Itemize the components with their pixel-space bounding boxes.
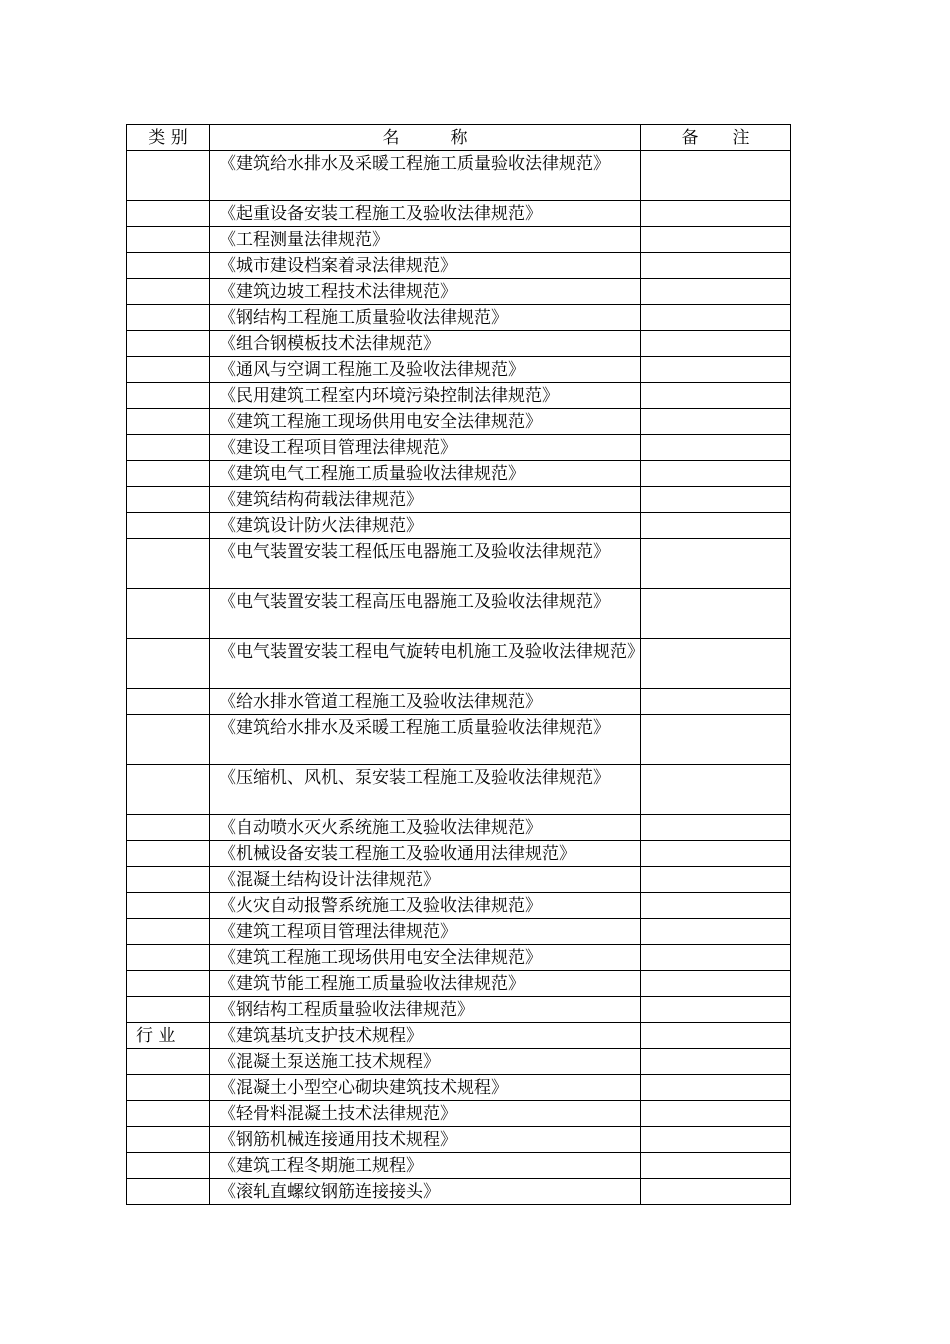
table-row — [127, 815, 791, 841]
table-row — [127, 867, 791, 893]
category-cell — [127, 893, 210, 919]
category-cell — [127, 227, 210, 253]
table-row — [127, 513, 791, 539]
standard-name-cell: 《建筑结构荷载法律规范》 — [210, 487, 641, 513]
header-category: 类 别 — [127, 125, 210, 151]
standard-name-cell: 《混凝土结构设计法律规范》 — [210, 867, 641, 893]
table-row — [127, 1179, 791, 1205]
standard-name-cell: 《给水排水管道工程施工及验收法律规范》 — [210, 689, 641, 715]
category-cell — [127, 589, 210, 639]
category-cell — [127, 305, 210, 331]
category-cell — [127, 815, 210, 841]
table-row — [127, 1153, 791, 1179]
standard-name-cell: 《钢结构工程质量验收法律规范》 — [210, 997, 641, 1023]
standard-name-cell: 《混凝土小型空心砌块建筑技术规程》 — [210, 1075, 641, 1101]
category-cell — [127, 253, 210, 279]
table-row — [127, 305, 791, 331]
remark-cell — [641, 1075, 791, 1101]
category-cell — [127, 867, 210, 893]
table-row — [127, 689, 791, 715]
category-cell: 行 业 — [127, 1023, 210, 1049]
category-cell — [127, 357, 210, 383]
table-row — [127, 715, 791, 765]
category-cell — [127, 539, 210, 589]
category-cell — [127, 1179, 210, 1205]
table-row — [127, 461, 791, 487]
standard-name-cell: 《火灾自动报警系统施工及验收法律规范》 — [210, 893, 641, 919]
category-cell — [127, 331, 210, 357]
standard-name-cell: 《建筑基坑支护技术规程》 — [210, 1023, 641, 1049]
remark-cell — [641, 151, 791, 201]
remark-cell — [641, 945, 791, 971]
remark-cell — [641, 383, 791, 409]
remark-cell — [641, 715, 791, 765]
header-name: 名 称 — [210, 125, 641, 151]
standard-name-cell: 《压缩机、风机、泵安装工程施工及验收法律规范》 — [210, 765, 641, 815]
standard-name-cell: 《工程测量法律规范》 — [210, 227, 641, 253]
table-row — [127, 919, 791, 945]
table-row — [127, 435, 791, 461]
standard-name-cell: 《电气装置安装工程高压电器施工及验收法律规范》 — [210, 589, 641, 639]
table-row — [127, 1049, 791, 1075]
remark-cell — [641, 971, 791, 997]
table-row — [127, 1023, 791, 1049]
table-row — [127, 409, 791, 435]
remark-cell — [641, 639, 791, 689]
category-cell — [127, 201, 210, 227]
category-cell — [127, 765, 210, 815]
table-row — [127, 1075, 791, 1101]
remark-cell — [641, 253, 791, 279]
remark-cell — [641, 227, 791, 253]
category-cell — [127, 1075, 210, 1101]
standard-name-cell: 《建筑给水排水及采暖工程施工质量验收法律规范》 — [210, 715, 641, 765]
remark-cell — [641, 1153, 791, 1179]
category-cell — [127, 971, 210, 997]
table-row — [127, 227, 791, 253]
category-cell — [127, 279, 210, 305]
standard-name-cell: 《通风与空调工程施工及验收法律规范》 — [210, 357, 641, 383]
category-cell — [127, 383, 210, 409]
table-row — [127, 279, 791, 305]
remark-cell — [641, 1179, 791, 1205]
category-cell — [127, 461, 210, 487]
standard-name-cell: 《建筑边坡工程技术法律规范》 — [210, 279, 641, 305]
table-row — [127, 765, 791, 815]
category-cell — [127, 409, 210, 435]
standard-name-cell: 《建筑工程施工现场供用电安全法律规范》 — [210, 409, 641, 435]
standard-name-cell: 《建筑工程冬期施工规程》 — [210, 1153, 641, 1179]
remark-cell — [641, 279, 791, 305]
category-cell — [127, 1153, 210, 1179]
standard-name-cell: 《建筑设计防火法律规范》 — [210, 513, 641, 539]
remark-cell — [641, 1023, 791, 1049]
remark-cell — [641, 997, 791, 1023]
table-row — [127, 1101, 791, 1127]
category-cell — [127, 689, 210, 715]
standard-name-cell: 《民用建筑工程室内环境污染控制法律规范》 — [210, 383, 641, 409]
standard-name-cell: 《机械设备安装工程施工及验收通用法律规范》 — [210, 841, 641, 867]
table-row — [127, 331, 791, 357]
remark-cell — [641, 867, 791, 893]
remark-cell — [641, 1101, 791, 1127]
table-row — [127, 357, 791, 383]
standard-name-cell: 《轻骨料混凝土技术法律规范》 — [210, 1101, 641, 1127]
standards-table — [126, 124, 791, 1205]
standard-name-cell: 《建筑给水排水及采暖工程施工质量验收法律规范》 — [210, 151, 641, 201]
table-row — [127, 589, 791, 639]
table-row — [127, 151, 791, 201]
category-cell — [127, 1101, 210, 1127]
standard-name-cell: 《混凝土泵送施工技术规程》 — [210, 1049, 641, 1075]
standard-name-cell: 《建筑工程项目管理法律规范》 — [210, 919, 641, 945]
category-cell — [127, 919, 210, 945]
category-cell — [127, 1049, 210, 1075]
table-row — [127, 1127, 791, 1153]
remark-cell — [641, 1049, 791, 1075]
remark-cell — [641, 461, 791, 487]
remark-cell — [641, 589, 791, 639]
remark-cell — [641, 201, 791, 227]
category-cell — [127, 639, 210, 689]
table-row — [127, 487, 791, 513]
table-row — [127, 253, 791, 279]
remark-cell — [641, 357, 791, 383]
category-cell — [127, 715, 210, 765]
remark-cell — [641, 513, 791, 539]
category-cell — [127, 1127, 210, 1153]
standard-name-cell: 《电气装置安装工程低压电器施工及验收法律规范》 — [210, 539, 641, 589]
standard-name-cell: 《组合钢模板技术法律规范》 — [210, 331, 641, 357]
remark-cell — [641, 841, 791, 867]
standard-name-cell: 《自动喷水灭火系统施工及验收法律规范》 — [210, 815, 641, 841]
standard-name-cell: 《起重设备安装工程施工及验收法律规范》 — [210, 201, 641, 227]
table-row — [127, 893, 791, 919]
category-cell — [127, 997, 210, 1023]
table-header-row — [127, 125, 791, 151]
category-cell — [127, 435, 210, 461]
table-row — [127, 383, 791, 409]
remark-cell — [641, 409, 791, 435]
remark-cell — [641, 893, 791, 919]
standard-name-cell: 《城市建设档案着录法律规范》 — [210, 253, 641, 279]
standard-name-cell: 《建筑节能工程施工质量验收法律规范》 — [210, 971, 641, 997]
standard-name-cell: 《滚轧直螺纹钢筋连接接头》 — [210, 1179, 641, 1205]
table-row — [127, 971, 791, 997]
standard-name-cell: 《电气装置安装工程电气旋转电机施工及验收法律规范》 — [210, 639, 641, 689]
table-row — [127, 841, 791, 867]
standard-name-cell: 《钢筋机械连接通用技术规程》 — [210, 1127, 641, 1153]
standard-name-cell: 《建设工程项目管理法律规范》 — [210, 435, 641, 461]
category-cell — [127, 487, 210, 513]
remark-cell — [641, 487, 791, 513]
remark-cell — [641, 815, 791, 841]
standard-name-cell: 《钢结构工程施工质量验收法律规范》 — [210, 305, 641, 331]
remark-cell — [641, 765, 791, 815]
table-row — [127, 201, 791, 227]
standard-name-cell: 《建筑电气工程施工质量验收法律规范》 — [210, 461, 641, 487]
table-row — [127, 945, 791, 971]
standard-name-cell: 《建筑工程施工现场供用电安全法律规范》 — [210, 945, 641, 971]
table-row — [127, 639, 791, 689]
remark-cell — [641, 435, 791, 461]
category-cell — [127, 513, 210, 539]
table-row — [127, 997, 791, 1023]
remark-cell — [641, 539, 791, 589]
header-remark: 备 注 — [641, 125, 791, 151]
table-row — [127, 539, 791, 589]
remark-cell — [641, 331, 791, 357]
remark-cell — [641, 689, 791, 715]
remark-cell — [641, 1127, 791, 1153]
remark-cell — [641, 305, 791, 331]
remark-cell — [641, 919, 791, 945]
table-body — [127, 151, 791, 1205]
category-cell — [127, 841, 210, 867]
category-cell — [127, 945, 210, 971]
category-cell — [127, 151, 210, 201]
